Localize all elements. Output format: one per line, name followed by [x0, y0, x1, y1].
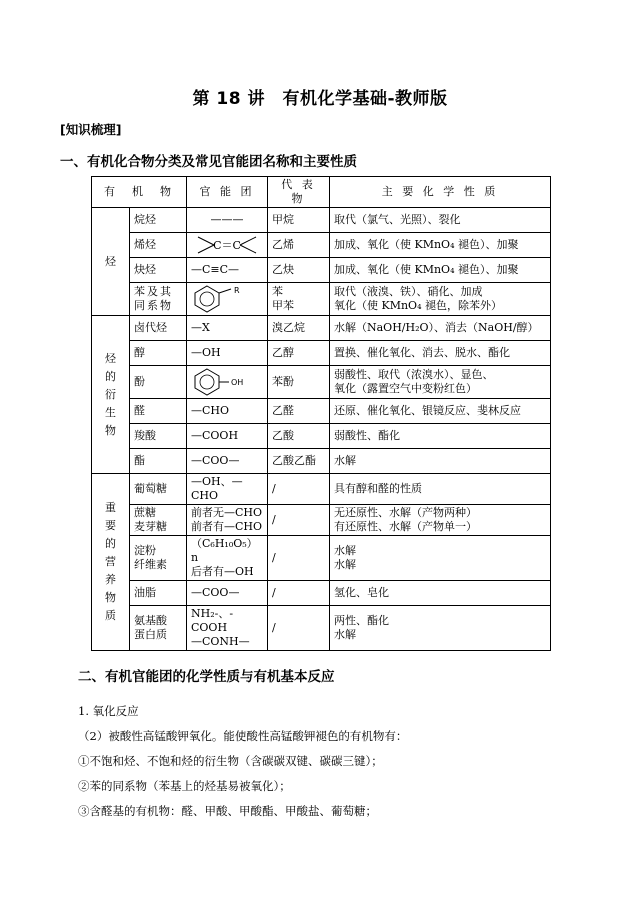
cell-group: —CHO: [187, 399, 268, 424]
cell-rep: /: [268, 581, 330, 606]
page-title: 第 18 讲 有机化学基础-教师版: [192, 89, 448, 109]
paragraph-item-1: ①不饱和烃、不饱和烃的衍生物（含碳碳双键、碳碳三键）；: [78, 754, 383, 768]
cell-props: 具有醇和醛的性质: [330, 474, 551, 505]
paragraph-item-2: ②苯的同系物（苯基上的烃基易被氧化）；: [78, 779, 291, 793]
svg-text:C＝C: C＝C: [213, 239, 241, 252]
cell-props: 氢化、皂化: [330, 581, 551, 606]
cell-rep: /: [268, 606, 330, 651]
carbon-double-bond-icon: [194, 235, 260, 255]
group-label-hydrocarbon: 烃: [92, 208, 130, 316]
paragraph-item-3: ③含醛基的有机物：醛、甲酸、甲酸酯、甲酸盐、葡萄糖；: [78, 804, 377, 818]
table-row: [92, 399, 551, 424]
cell-compound: 炔烃: [130, 258, 187, 283]
table-row: [92, 208, 551, 233]
benzene-ring-r-icon: [191, 284, 251, 314]
paragraph-oxidation: 1. 氧化反应: [78, 704, 139, 718]
cell-props: 加成、氧化（使 KMnO₄ 褪色）、加聚: [330, 233, 551, 258]
cell-compound: 醇: [130, 341, 187, 366]
cell-props: 还原、催化氧化、银镜反应、斐林反应: [330, 399, 551, 424]
cell-props: 取代（液溴、铁）、硝化、加成 氧化（使 KMnO₄ 褪色，除苯外）: [330, 283, 551, 316]
cell-group: [187, 283, 268, 316]
cell-props: 水解 水解: [330, 536, 551, 581]
table-row: [92, 341, 551, 366]
cell-compound: 蔗糖 麦芽糖: [130, 505, 187, 536]
cell-rep: 乙醇: [268, 341, 330, 366]
table-row: [92, 424, 551, 449]
cell-rep: 苯 甲苯: [268, 283, 330, 316]
svg-text:R: R: [234, 286, 240, 295]
cell-props: 无还原性、水解（产物两种） 有还原性、水解（产物单一）: [330, 505, 551, 536]
cell-group: （C₆H₁₀O₅）n 后者有—OH: [187, 536, 268, 581]
cell-group: —COO—: [187, 581, 268, 606]
cell-props: 水解: [330, 449, 551, 474]
cell-group: [187, 233, 268, 258]
cell-rep: 溴乙烷: [268, 316, 330, 341]
cell-rep: 乙炔: [268, 258, 330, 283]
cell-rep: 乙烯: [268, 233, 330, 258]
table-row: [92, 536, 551, 581]
cell-props: 置换、催化氧化、消去、脱水、酯化: [330, 341, 551, 366]
cell-props: 两性、酯化 水解: [330, 606, 551, 651]
cell-compound: 酯: [130, 449, 187, 474]
table-header-row: [92, 177, 551, 208]
cell-props: 取代（氯气、光照）、裂化: [330, 208, 551, 233]
table-row: [92, 366, 551, 399]
header-representative: 代 表 物: [268, 177, 330, 208]
cell-compound: 卤代烃: [130, 316, 187, 341]
header-functional-group: 官 能 团: [187, 177, 268, 208]
organic-compound-table: [91, 176, 551, 651]
cell-props: 加成、氧化（使 KMnO₄ 褪色）、加聚: [330, 258, 551, 283]
cell-compound: 酚: [130, 366, 187, 399]
cell-rep: 苯酚: [268, 366, 330, 399]
cell-compound: 淀粉 纤维素: [130, 536, 187, 581]
section1-heading: 一、有机化合物分类及常见官能团名称和主要性质: [60, 154, 357, 170]
group-label-nutrients: 重要的营养物质: [92, 474, 130, 651]
cell-group: NH₂-、-COOH —CONH—: [187, 606, 268, 651]
cell-compound: 烷烃: [130, 208, 187, 233]
cell-props: 弱酸性、取代（浓溴水）、显色、 氧化（露置空气中变粉红色）: [330, 366, 551, 399]
cell-rep: /: [268, 536, 330, 581]
cell-rep: /: [268, 505, 330, 536]
section2-heading: 二、有机官能团的化学性质与有机基本反应: [78, 669, 335, 685]
cell-group: 前者无—CHO 前者有—CHO: [187, 505, 268, 536]
svg-text:OH: OH: [231, 378, 244, 387]
table-row: [92, 505, 551, 536]
cell-group: —COO—: [187, 449, 268, 474]
cell-compound: 醛: [130, 399, 187, 424]
table-row: [92, 283, 551, 316]
table-row: [92, 449, 551, 474]
cell-group: —OH、—CHO: [187, 474, 268, 505]
cell-compound: 烯烃: [130, 233, 187, 258]
cell-compound: 苯及其同系物: [130, 283, 187, 316]
cell-group: —X: [187, 316, 268, 341]
table-row: [92, 581, 551, 606]
phenol-ring-icon: [191, 367, 251, 397]
table-row: [92, 258, 551, 283]
cell-group: —COOH: [187, 424, 268, 449]
cell-compound: 羧酸: [130, 424, 187, 449]
cell-compound: 葡萄糖: [130, 474, 187, 505]
table-row: [92, 474, 551, 505]
cell-group: [187, 366, 268, 399]
cell-rep: 乙酸: [268, 424, 330, 449]
cell-group: —C≡C—: [187, 258, 268, 283]
knowledge-label: [知识梳理]: [60, 122, 122, 137]
cell-compound: 氨基酸 蛋白质: [130, 606, 187, 651]
cell-group: ———: [187, 208, 268, 233]
cell-props: 弱酸性、酯化: [330, 424, 551, 449]
cell-rep: 甲烷: [268, 208, 330, 233]
header-compound: 有 机 物: [92, 177, 187, 208]
group-label-derivatives: 烃的衍生物: [92, 316, 130, 474]
paragraph-kmno4: （2）被酸性高锰酸钾氧化。能使酸性高锰酸钾褪色的有机物有：: [78, 729, 408, 743]
cell-rep: 乙醛: [268, 399, 330, 424]
header-properties: 主 要 化 学 性 质: [330, 177, 551, 208]
table-row: [92, 316, 551, 341]
cell-rep: 乙酸乙酯: [268, 449, 330, 474]
table-row: [92, 233, 551, 258]
cell-props: 水解（NaOH/H₂O）、消去（NaOH/醇）: [330, 316, 551, 341]
cell-compound: 油脂: [130, 581, 187, 606]
cell-group: —OH: [187, 341, 268, 366]
cell-rep: /: [268, 474, 330, 505]
table-row: [92, 606, 551, 651]
